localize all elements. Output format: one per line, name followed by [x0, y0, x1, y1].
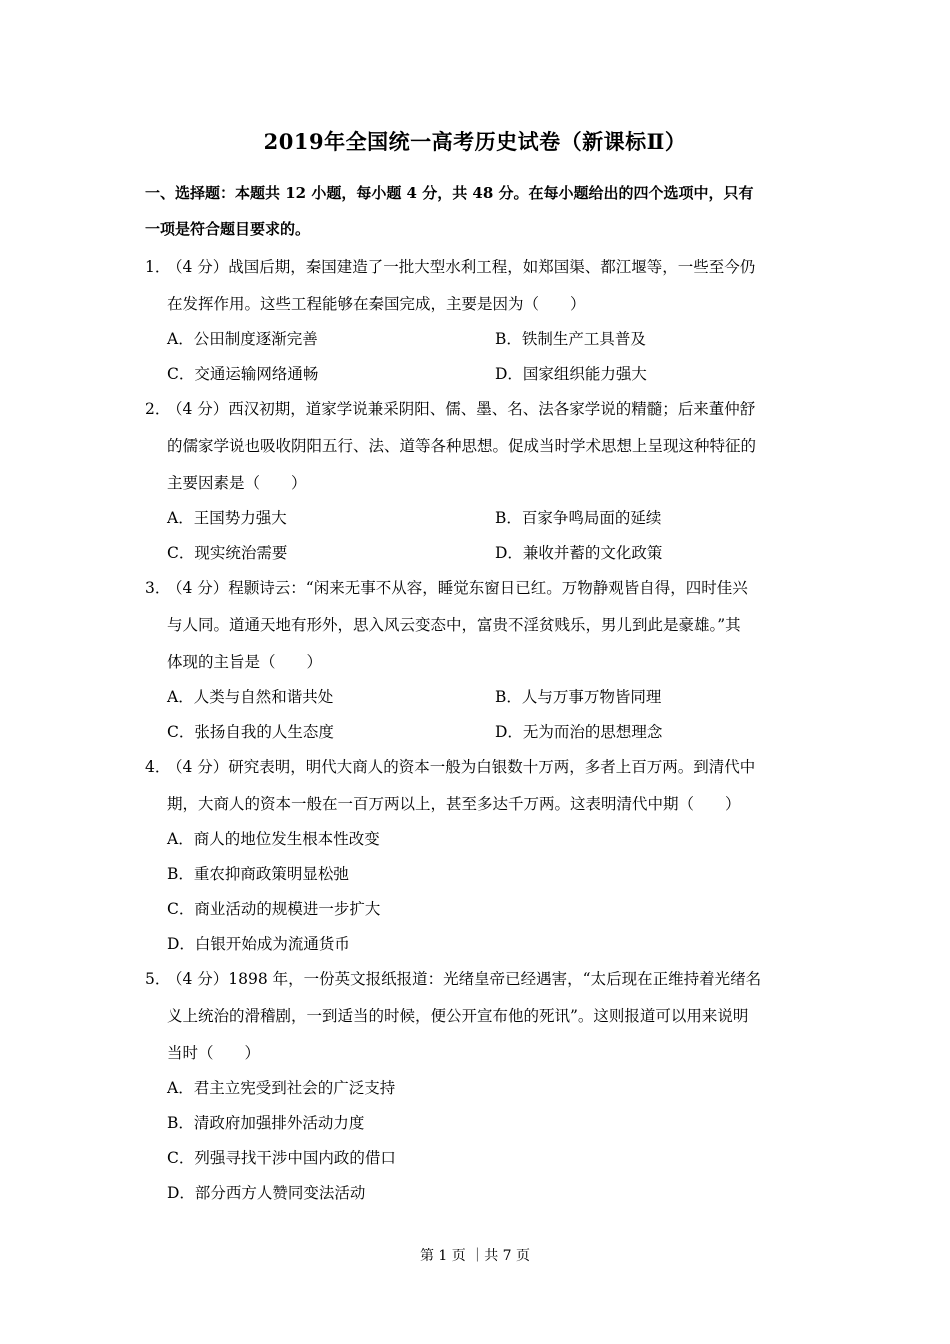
question-3-option-d: D．无为而治的思想理念 — [495, 723, 663, 741]
question-5-option-a: A．君主立宪受到社会的广泛支持 — [167, 1079, 396, 1097]
question-3-line-3: 体现的主旨是（ ） — [167, 653, 323, 671]
question-5-line-3: 当时（ ） — [167, 1044, 261, 1062]
question-5-option-b: B．清政府加强排外活动力度 — [167, 1114, 365, 1132]
question-5-option-d: D．部分西方人赞同变法活动 — [167, 1184, 366, 1202]
question-3-option-a: A．人类与自然和谐共处 — [167, 688, 334, 706]
question-3-line-1: （4 分）程颢诗云：“闲来无事不从容，睡觉东窗日已红。万物静观皆自得，四时佳兴 — [167, 579, 748, 597]
question-1-number: 1． — [145, 258, 171, 276]
page-footer: 第 1 页 ｜共 7 页 — [419, 1248, 531, 1264]
question-1-option-c: C．交通运输网络通畅 — [167, 365, 319, 383]
question-3-option-c: C．张扬自我的人生态度 — [167, 723, 334, 741]
question-3-number: 3． — [145, 579, 171, 597]
section-heading-line-2: 一项是符合题目要求的。 — [145, 220, 311, 238]
question-1-option-d: D．国家组织能力强大 — [495, 365, 647, 383]
question-4-option-b: B．重农抑商政策明显松弛 — [167, 865, 349, 883]
question-2-line-1: （4 分）西汉初期，道家学说兼采阴阳、儒、墨、名、法各家学说的精髓；后来董仲舒 — [167, 400, 756, 418]
question-4-line-1: （4 分）研究表明，明代大商人的资本一般为白银数十万两，多者上百万两。到清代中 — [167, 758, 756, 776]
question-4-number: 4． — [145, 758, 171, 776]
question-3-option-b: B．人与万事万物皆同理 — [495, 688, 662, 706]
question-5-number: 5． — [145, 970, 171, 988]
question-5-option-c: C．列强寻找干涉中国内政的借口 — [167, 1149, 396, 1167]
question-2-line-3: 主要因素是（ ） — [167, 474, 307, 492]
question-5-line-1: （4 分）1898 年，一份英文报纸报道：光绪皇帝已经遇害，“太后现在正维持着光绪名 — [167, 970, 762, 988]
question-1-option-b: B．铁制生产工具普及 — [495, 330, 646, 348]
page-title: 2019年全国统一高考历史试卷（新课标Ⅱ） — [263, 129, 687, 154]
question-5-line-2: 义上统治的滑稽剧，一到适当的时候，便公开宣布他的死讯”。这则报道可以用来说明 — [167, 1007, 749, 1025]
question-4-option-d: D．白银开始成为流通货币 — [167, 935, 350, 953]
section-heading — [145, 175, 810, 247]
question-1-option-a: A．公田制度逐渐完善 — [167, 330, 318, 348]
question-2-option-a: A．王国势力强大 — [167, 509, 287, 527]
question-2-line-2: 的儒家学说也吸收阴阳五行、法、道等各种思想。促成当时学术思想上呈现这种特征的 — [167, 437, 757, 455]
question-4-option-a: A．商人的地位发生根本性改变 — [167, 830, 380, 848]
question-3-line-2: 与人同。道通天地有形外，思入风云变态中，富贵不淫贫贱乐，男儿到此是豪雄。”其 — [167, 616, 741, 634]
question-4-option-c: C．商业活动的规模进一步扩大 — [167, 900, 381, 918]
question-1-line-2: 在发挥作用。这些工程能够在秦国完成，主要是因为（ ） — [167, 295, 586, 313]
question-4-line-2: 期，大商人的资本一般在一百万两以上，甚至多达千万两。这表明清代中期（ ） — [167, 795, 741, 813]
question-2-option-b: B．百家争鸣局面的延续 — [495, 509, 662, 527]
section-heading-line-1: 一、选择题：本题共 12 小题，每小题 4 分，共 48 分。在每小题给出的四个选项中，只有 — [145, 184, 754, 202]
question-2-number: 2． — [145, 400, 171, 418]
question-2-option-d: D．兼收并蓄的文化政策 — [495, 544, 663, 562]
question-2-option-c: C．现实统治需要 — [167, 544, 288, 562]
question-1-line-1: （4 分）战国后期，秦国建造了一批大型水利工程，如郑国渠、都江堰等，一些至今仍 — [167, 258, 756, 276]
